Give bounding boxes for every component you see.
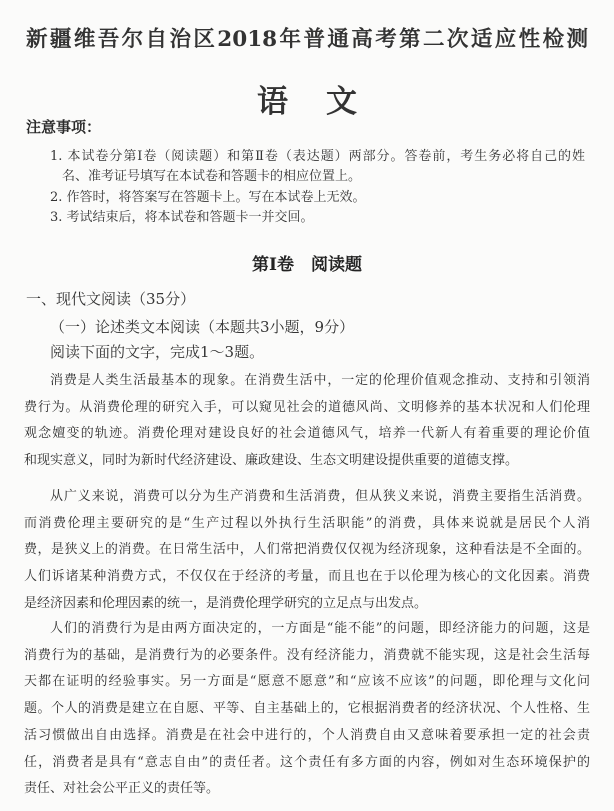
passage-line: 费，是狭义上的消费。在日常生活中，人们常把消费仅仅视为经济现象，这种看法是不全面的。 (24, 542, 590, 558)
section-heading: 一、现代文阅读（35分） (26, 290, 196, 308)
notice-item-1-cont: 名、准考证号填写在本试卷和答题卡的相应位置上。 (62, 169, 362, 184)
passage-line: 活习惯做出自由选择。消费是在社会中进行的，个人消费自由又意味着要承担一定的社会责 (24, 727, 590, 743)
passage-line: 人们的消费行为是由两方面决定的，一方面是“能不能”的问题，即经济能力的问题，这是 (50, 621, 590, 636)
volume-title: 第Ⅰ卷 阅读题 (252, 255, 362, 275)
passage-line: 是经济因素和伦理因素的统一，是消费伦理学研究的立足点与出发点。 (24, 595, 428, 611)
notice-item-1: 1. 本试卷分第Ⅰ卷（阅读题）和第Ⅱ卷（表达题）两部分。答卷前，考生务必将自己的姓 (50, 149, 585, 164)
passage-line: 和现实意义，同时为新时代经济建设、廉政建设、生态文明建设提供重要的道德支撑。 (24, 453, 519, 469)
passage-line: 费行为。从消费伦理的研究入手，可以窥见社会的道德风尚、文明修养的基本状况和人们伦理 (24, 399, 590, 415)
passage-line: 天都在证明的经验事实。另一方面是“愿意不愿意”和“应该不应该”的问题，即伦理与文化问 (24, 674, 590, 690)
notice-item-2: 2. 作答时，将答案写在答题卡上。写在本试卷上无效。 (50, 190, 366, 205)
exam-title: 新疆维吾尔自治区2018年普通高考第二次适应性检测 (26, 27, 588, 52)
passage-line: 消费是人类生活最基本的现象。在消费生活中，一定的伦理价值观念推动、支持和引领消 (50, 373, 590, 388)
passage-line: 消费行为的基础，是消费行为的必要条件。没有经济能力，消费就不能实现，这是社会生活每 (24, 647, 590, 663)
notice-heading: 注意事项： (26, 118, 102, 136)
notice-item-3: 3. 考试结束后，将本试卷和答题卡一并交回。 (50, 210, 314, 225)
passage-line: 观念嬗变的轨迹。消费伦理对建设良好的社会道德风气，培养一代新人有着重要的理论价值 (24, 426, 590, 442)
section-instruction: 阅读下面的文字，完成1～3题。 (50, 343, 265, 361)
section-subheading: （一）论述类文本阅读（本题共3小题，9分） (50, 318, 355, 336)
subject-title: 语文 (257, 84, 395, 120)
passage-line: 人们诉诸某种消费方式，不仅仅在于经济的考量，而且也在于以伦理为核心的文化因素。消费 (24, 569, 590, 585)
passage-line: 而消费伦理主要研究的是“生产过程以外执行生活职能”的消费，具体来说就是居民个人消 (24, 515, 590, 531)
passage-line: 责任、对社会公平正义的责任等。 (24, 781, 220, 797)
passage-line: 题。个人的消费是建立在自愿、平等、自主基础上的，它根据消费者的经济状况、个人性格、生 (24, 701, 590, 717)
passage-line: 任，消费者是具有“意志自由”的责任者。这个责任有多方面的内容，例如对生态环境保护的 (24, 754, 590, 770)
passage-line: 从广义来说，消费可以分为生产消费和生活消费，但从狭义来说，消费主要指生活消费。 (50, 489, 590, 504)
